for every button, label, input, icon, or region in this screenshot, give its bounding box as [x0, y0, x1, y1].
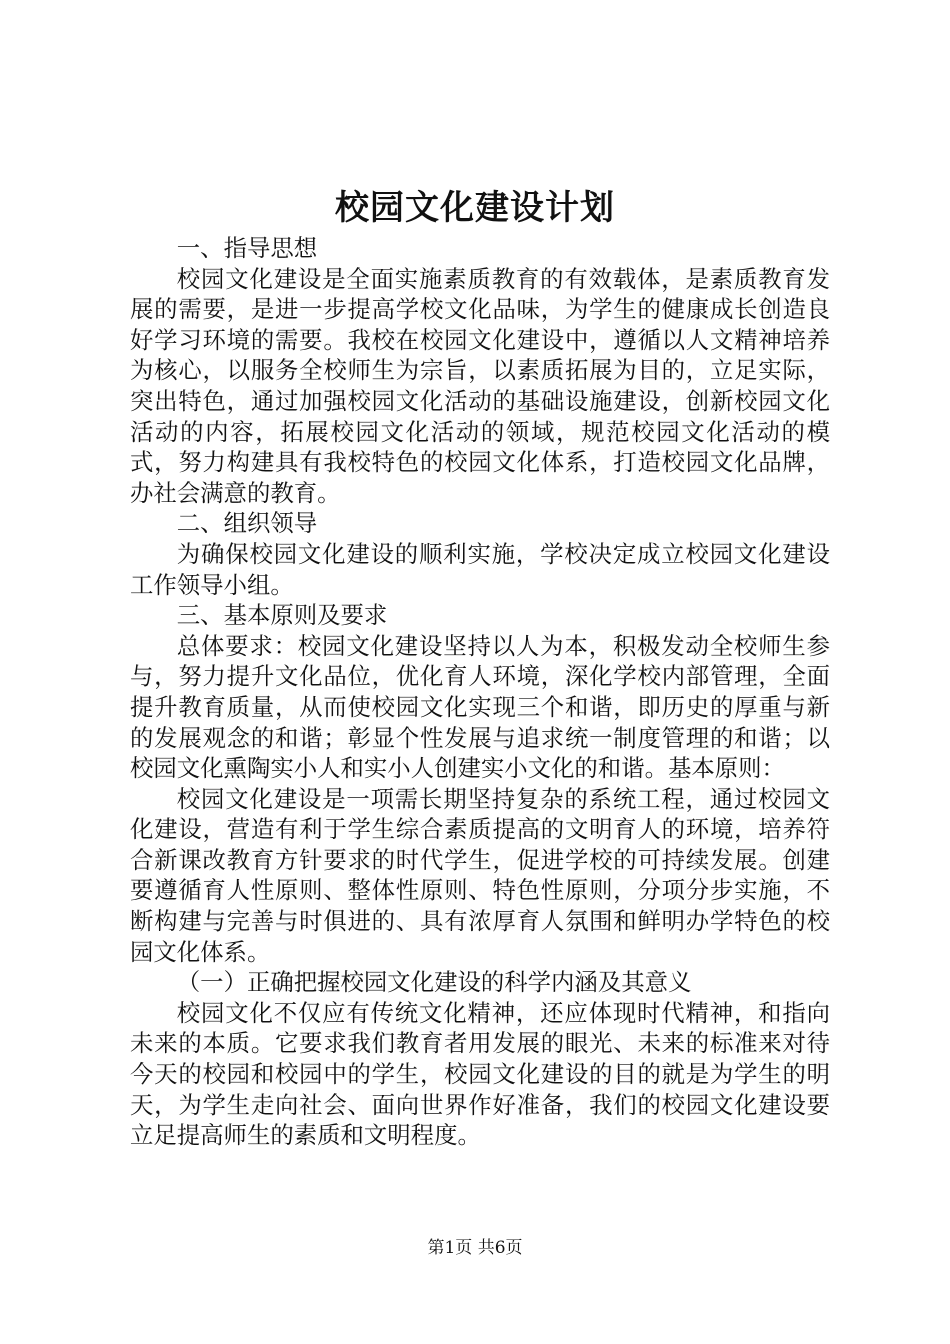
paragraph-guiding-ideology: 校园文化建设是全面实施素质教育的有效载体，是素质教育发展的需要，是进一步提高学校文化品味，为学生的健康成长创造良好学习环境的需要。我校在校园文化建设中，遵循以人文精神培养为核心，以服务全校师生为宗旨，以素质拓展为目的，立足实际，突出特色，通过加强校园文化活动的基础设施建设，创新校园文化活动的内容，拓展校园文化活动的领域，规范校园文化活动的模式，努力构建具有我校特色的校园文化体系，打造校园文化品牌，办社会满意的教育。: [130, 264, 830, 507]
section-heading-organization: 二、组织领导: [176, 509, 318, 538]
document-title: 校园文化建设计划: [335, 188, 615, 228]
paragraph-basic-principles: 校园文化建设是一项需长期坚持复杂的系统工程，通过校园文化建设，营造有利于学生综合素质提高的文明育人的环境，培养符合新课改教育方针要求的时代学生，促进学校的可持续发展。创建要遵循育人性原则、整体性原则、特色性原则，分项分步实施，不断构建与完善与时俱进的、具有浓厚育人氛围和鲜明办学特色的校园文化体系。: [130, 784, 830, 966]
page-number-footer: 第1页 共6页: [427, 1238, 523, 1258]
document-body: [130, 233, 830, 1151]
paragraph-connotation: 校园文化不仅应有传统文化精神，还应体现时代精神，和指向未来的本质。它要求我们教育者用发展的眼光、未来的标准来对待今天的校园和校园中的学生，校园文化建设的目的就是为学生的明天，为学生走向社会、面向世界作好准备，我们的校园文化建设要立足提高师生的素质和文明程度。: [130, 998, 830, 1150]
section-heading-principles: 三、基本原则及要求: [176, 601, 388, 630]
subsection-heading-connotation: （一）正确把握校园文化建设的科学内涵及其意义: [176, 968, 692, 997]
section-heading-guiding-ideology: 一、指导思想: [176, 234, 318, 262]
paragraph-organization: 为确保校园文化建设的顺利实施，学校决定成立校园文化建设工作领导小组。: [130, 539, 830, 599]
paragraph-overall-requirements: 总体要求：校园文化建设坚持以人为本，积极发动全校师生参与，努力提升文化品位，优化育人环境，深化学校内部管理，全面提升教育质量，从而使校园文化实现三个和谐，即历史的厚重与新的发展观念的和谐；彰显个性发展与追求统一制度管理的和谐；以校园文化熏陶实小人和实小人创建实小文化的和谐。基本原则：: [130, 631, 830, 783]
